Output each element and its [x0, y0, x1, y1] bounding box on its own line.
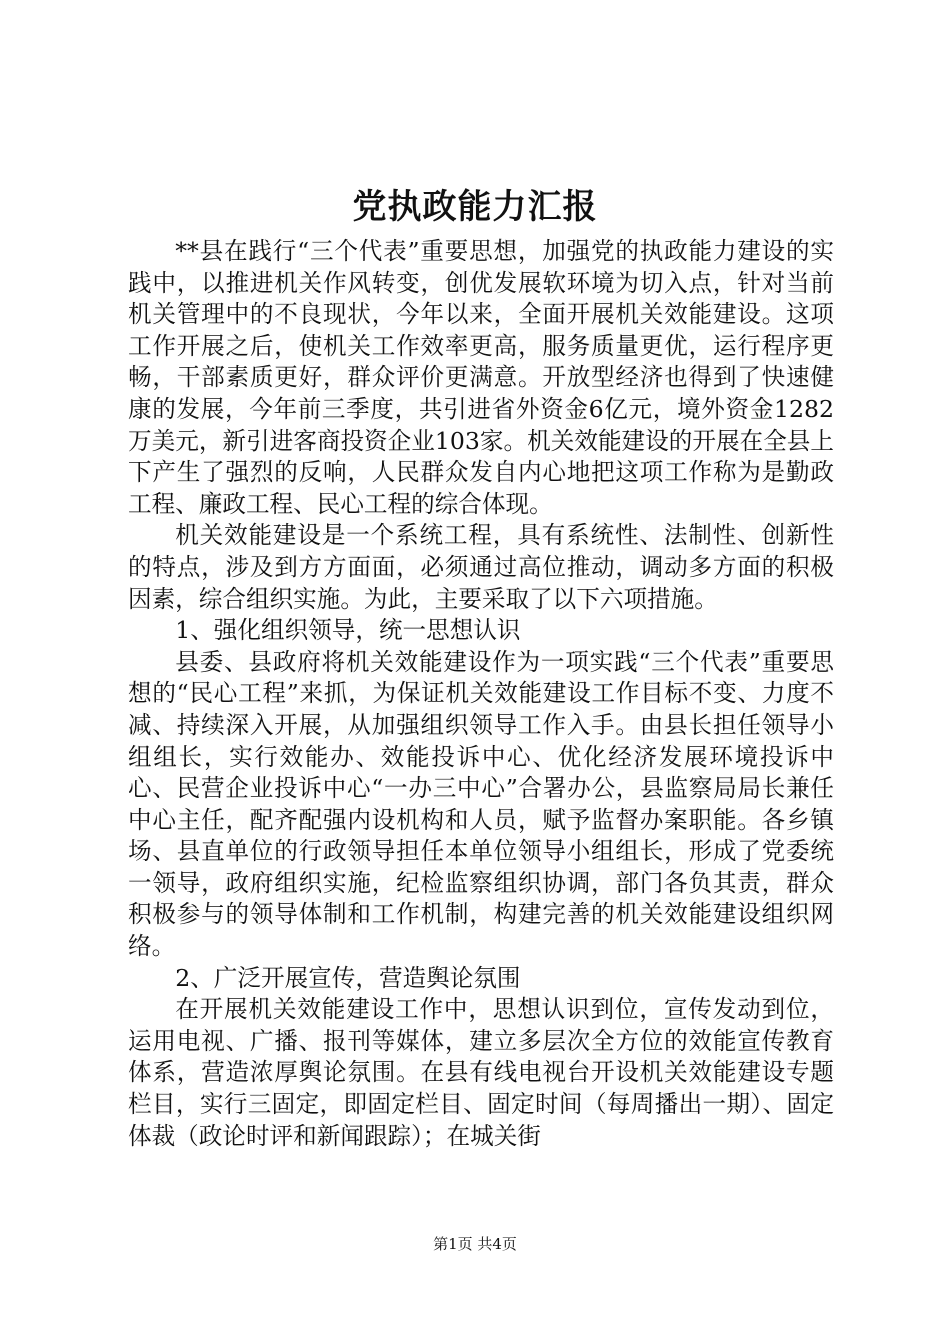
section-heading-2: 2、广泛开展宣传，营造舆论氛围 [175, 963, 521, 992]
paragraph-intro: **县在践行“三个代表”重要思想，加强党的执政能力建设的实践中，以推进机关作风转变，创优发展软环境为切入点，针对当前机关管理中的不良现状，今年以来，全面开展机关效能建设。这项工作开展之后，使机关工作效率更高，服务质量更优，运行程序更畅，干部素质更好，群众评价更满意。开放型经济也得到了快速健康的发展，今年前三季度，共引进省外资金6亿元，境外资金1282万美元，新引进客商投资企业103家。机关效能建设的开展在全县上下产生了强烈的反响，人民群众发自内心地把这项工作称为是勤政工程、廉政工程、民心工程的综合体现。 [128, 237, 834, 518]
page-footer: 第1页 共4页 [433, 1235, 517, 1253]
paragraph-overview: 机关效能建设是一个系统工程，具有系统性、法制性、创新性的特点，涉及到方方面面，必须通过高位推动，调动多方面的积极因素，综合组织实施。为此，主要采取了以下六项措施。 [128, 521, 834, 613]
paragraph-section-2: 在开展机关效能建设工作中，思想认识到位，宣传发动到位，运用电视、广播、报刊等媒体，建立多层次全方位的效能宣传教育体系，营造浓厚舆论氛围。在县有线电视台开设机关效能建设专题栏目，实行三固定，即固定栏目、固定时间（每周播出一期）、固定体裁（政论时评和新闻跟踪）；在城关街 [128, 995, 834, 1150]
paragraph-section-1: 县委、县政府将机关效能建设作为一项实践“三个代表”重要思想的“民心工程”来抓，为保证机关效能建设工作目标不变、力度不减、持续深入开展，从加强组织领导工作入手。由县长担任领导小组组长，实行效能办、效能投诉中心、优化经济发展环境投诉中心、民营企业投诉中心“一办三中心”合署办公，县监察局局长兼任中心主任，配齐配强内设机构和人员，赋予监督办案职能。各乡镇场、县直单位的行政领导担任本单位领导小组组长，形成了党委统一领导，政府组织实施，纪检监察组织协调，部门各负其责，群众积极参与的领导体制和工作机制，构建完善的机关效能建设组织网络。 [128, 647, 834, 961]
document-body [128, 236, 834, 1152]
section-heading-1: 1、强化组织领导，统一思想认识 [175, 616, 521, 645]
document-title: 党执政能力汇报 [352, 187, 598, 227]
